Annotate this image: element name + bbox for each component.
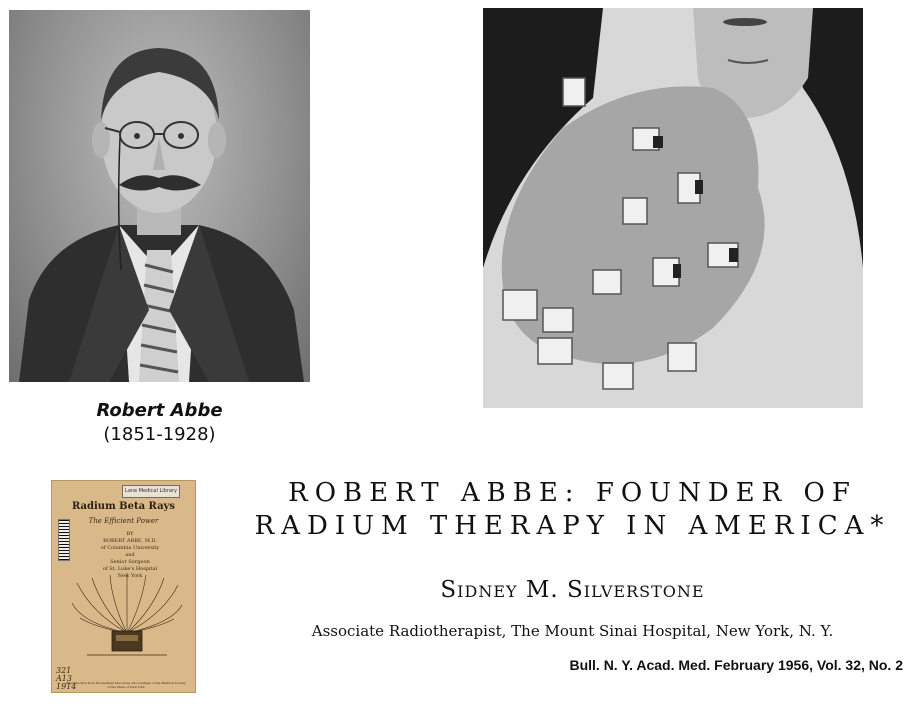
byline-line: and <box>125 552 135 558</box>
booklet-footer: Reproduction from Prometheus Discourse, Proceedings of the Medical Society of the State of New York <box>66 681 186 689</box>
article-affiliation: Associate Radiotherapist, The Mount Sinai Hospital, New York, N. Y. <box>311 622 834 640</box>
portrait-caption-name: Robert Abbe <box>96 400 223 421</box>
article-title-line-2: RADIUM THERAPY IN AMERICA* <box>254 511 891 541</box>
robert-abbe-portrait-photo <box>9 10 310 382</box>
handwriting-line: A13 <box>56 674 72 683</box>
citation-details: February 1956, Vol. 32, No. 2 <box>714 657 903 673</box>
article-author: Sidney M. Silverstone <box>440 577 705 603</box>
radium-treatment-photo <box>483 8 863 408</box>
radium-rays-engraving <box>72 573 182 663</box>
radium-beta-rays-booklet-cover <box>51 480 196 693</box>
byline-line: BY <box>126 531 134 537</box>
byline-line: of St. Luke's Hospital <box>102 566 158 572</box>
handwriting-line: 321 <box>56 666 72 675</box>
treatment-illustration <box>483 8 863 408</box>
citation-journal: Bull. N. Y. Acad. Med. <box>569 657 711 673</box>
byline-line: ROBERT ABBE, M.D. <box>103 538 157 544</box>
article-citation <box>569 657 903 673</box>
portrait-illustration <box>9 10 310 382</box>
byline-line: New York <box>117 573 143 579</box>
booklet-subtitle: The Efficient Power <box>88 517 159 525</box>
byline-line: of Columbia University <box>100 545 160 551</box>
library-barcode <box>58 519 70 561</box>
handwriting-line: 1914 <box>56 682 77 691</box>
portrait-caption-dates: (1851-1928) <box>103 424 216 445</box>
booklet-title: Radium Beta Rays <box>72 501 175 512</box>
article-title-line-1: ROBERT ABBE: FOUNDER OF <box>288 478 857 508</box>
byline-line: Senior Surgeon <box>110 559 150 565</box>
library-stamp: Lane Medical Library <box>122 485 180 498</box>
